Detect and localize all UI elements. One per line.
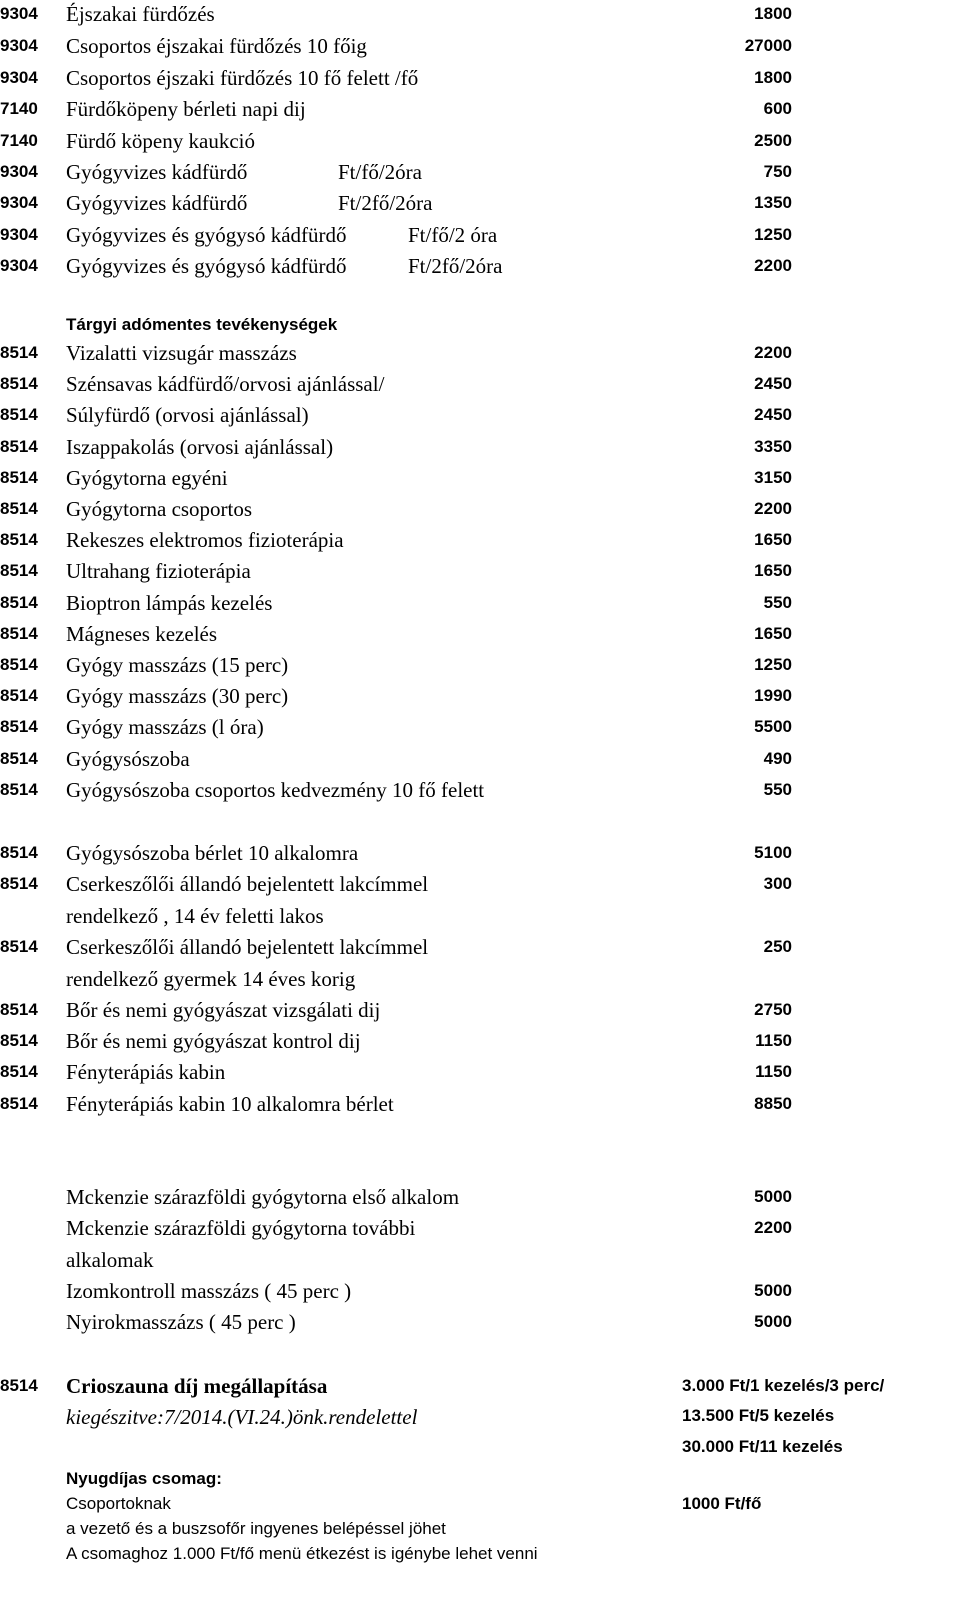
service-code: 8514 (0, 1000, 38, 1019)
service-price: 1650 (754, 561, 792, 580)
service-price: 1990 (754, 686, 792, 705)
service-price: 1800 (754, 4, 792, 23)
service-price: 5500 (754, 717, 792, 736)
crio-price: 3.000 Ft/1 kezelés/3 perc/ (682, 1376, 885, 1395)
service-name: Gyógytorna csoportos (66, 497, 253, 521)
service-name: Csoportos éjszakai fürdőzés 10 főig (66, 34, 367, 58)
service-code: 8514 (0, 1062, 38, 1081)
service-code: 8514 (0, 343, 38, 362)
service-name: Gyógysószoba bérlet 10 alkalomra (66, 841, 359, 865)
service-code: 8514 (0, 937, 38, 956)
service-name-continued: rendelkező , 14 év feletti lakos (66, 904, 324, 928)
service-name: Fürdőköpeny bérleti napi dij (66, 97, 306, 121)
service-name-continued: rendelkező gyermek 14 éves korig (66, 967, 356, 991)
service-price: 1650 (754, 530, 792, 549)
service-name: Rekeszes elektromos fizioterápia (66, 528, 344, 552)
service-price: 2500 (754, 131, 792, 150)
service-price: 300 (763, 874, 792, 893)
service-code: 8514 (0, 530, 38, 549)
service-name: Fürdő köpeny kaukció (66, 129, 255, 153)
service-name: Fényterápiás kabin (66, 1060, 226, 1084)
service-name: Ultrahang fizioterápia (66, 559, 251, 583)
service-name: Súlyfürdő (orvosi ajánlással) (66, 403, 309, 427)
service-price: 490 (763, 749, 792, 768)
service-price: 2200 (754, 256, 792, 275)
service-code: 7140 (0, 99, 38, 118)
service-price: 1350 (754, 193, 792, 212)
service-code: 9304 (0, 225, 38, 244)
service-unit: Ft/fő/2 óra (408, 223, 498, 247)
section-heading: Tárgyi adómentes tevékenységek (66, 315, 338, 334)
service-code: 8514 (0, 717, 38, 736)
service-code: 8514 (0, 468, 38, 487)
service-code: 8514 (0, 686, 38, 705)
service-name: Mckenzie szárazföldi gyógytorna további (66, 1216, 416, 1240)
service-price: 1250 (754, 225, 792, 244)
service-name: Csoportos éjszaki fürdőzés 10 fő felett /fő (66, 66, 419, 90)
service-name: Éjszakai fürdőzés (66, 2, 215, 26)
service-price: 550 (763, 780, 792, 799)
service-code: 8514 (0, 624, 38, 643)
pension-price: 1000 Ft/fő (682, 1494, 762, 1513)
crio-subtitle: kiegészitve:7/2014.(VI.24.)önk.rendelettel (66, 1405, 418, 1429)
service-price: 3350 (754, 437, 792, 456)
service-name: Fényterápiás kabin 10 alkalomra bérlet (66, 1092, 394, 1116)
service-price: 1250 (754, 655, 792, 674)
service-price: 3150 (754, 468, 792, 487)
service-name: Gyógyvizes és gyógysó kádfürdő (66, 223, 347, 247)
service-unit: Ft/2fő/2óra (338, 191, 433, 215)
service-code: 8514 (0, 749, 38, 768)
service-code: 8514 (0, 1031, 38, 1050)
pension-line: Csoportoknak (66, 1494, 171, 1513)
service-code: 8514 (0, 843, 38, 862)
service-name: Gyógyvizes és gyógysó kádfürdő (66, 254, 347, 278)
crio-title: Crioszauna díj megállapítása (66, 1374, 328, 1398)
service-code: 9304 (0, 193, 38, 212)
service-name: Szénsavas kádfürdő/orvosi ajánlással/ (66, 372, 385, 396)
service-name: Gyógytorna egyéni (66, 466, 228, 490)
service-name: Nyirokmasszázs ( 45 perc ) (66, 1310, 296, 1334)
service-code: 8514 (0, 780, 38, 799)
service-code: 9304 (0, 162, 38, 181)
service-price: 750 (763, 162, 792, 181)
service-name: Mckenzie szárazföldi gyógytorna első alkalom (66, 1185, 460, 1209)
service-name-continued: alkalomak (66, 1248, 154, 1272)
service-price: 2450 (754, 405, 792, 424)
service-code: 8514 (0, 655, 38, 674)
service-code: 8514 (0, 1376, 38, 1395)
service-price: 1650 (754, 624, 792, 643)
service-code: 8514 (0, 437, 38, 456)
service-price: 1150 (755, 1031, 792, 1050)
service-price: 2750 (754, 1000, 792, 1019)
service-code: 8514 (0, 499, 38, 518)
service-code: 9304 (0, 256, 38, 275)
service-code: 8514 (0, 374, 38, 393)
service-price: 5000 (754, 1187, 792, 1206)
service-code: 8514 (0, 561, 38, 580)
service-name: Cserkeszőlői állandó bejelentett lakcímmel (66, 935, 429, 959)
service-price: 2200 (754, 499, 792, 518)
crio-price: 13.500 Ft/5 kezelés (682, 1406, 835, 1425)
crio-price: 30.000 Ft/11 kezelés (682, 1437, 843, 1456)
service-price: 2200 (754, 343, 792, 362)
service-name: Mágneses kezelés (66, 622, 218, 646)
service-name: Gyógysószoba (66, 747, 190, 771)
service-price: 250 (763, 937, 792, 956)
service-price: 27000 (744, 36, 792, 55)
service-price: 5000 (754, 1281, 792, 1300)
service-name: Izomkontroll masszázs ( 45 perc ) (66, 1279, 352, 1303)
service-price: 2450 (754, 374, 792, 393)
service-name: Iszappakolás (orvosi ajánlással) (66, 435, 334, 459)
service-code: 7140 (0, 131, 38, 150)
service-name: Gyógy masszázs (15 perc) (66, 653, 289, 677)
service-code: 9304 (0, 36, 38, 55)
service-name: Cserkeszőlői állandó bejelentett lakcímmel (66, 872, 429, 896)
service-name: Bioptron lámpás kezelés (66, 591, 273, 615)
service-price: 1800 (754, 68, 792, 87)
service-name: Gyógysószoba csoportos kedvezmény 10 fő felett (66, 778, 485, 802)
service-price: 2200 (754, 1218, 792, 1237)
service-code: 8514 (0, 405, 38, 424)
pension-heading: Nyugdíjas csomag: (66, 1469, 222, 1488)
pension-line: A csomaghoz 1.000 Ft/fő menü étkezést is igénybe lehet venni (66, 1544, 538, 1563)
service-price: 5100 (754, 843, 792, 862)
service-price: 1150 (755, 1062, 792, 1081)
service-name: Gyógyvizes kádfürdő (66, 160, 248, 184)
service-price: 600 (763, 99, 792, 118)
service-unit: Ft/2fő/2óra (408, 254, 503, 278)
pension-line: a vezető és a buszsofőr ingyenes belépéssel jöhet (66, 1519, 446, 1538)
service-name: Gyógy masszázs (l óra) (66, 715, 264, 739)
service-code: 9304 (0, 68, 38, 87)
service-code: 8514 (0, 593, 38, 612)
service-name: Bőr és nemi gyógyászat vizsgálati dij (66, 998, 381, 1022)
service-name: Gyógy masszázs (30 perc) (66, 684, 289, 708)
service-name: Vizalatti vizsugár masszázs (66, 341, 297, 365)
service-name: Bőr és nemi gyógyászat kontrol dij (66, 1029, 361, 1053)
service-code: 9304 (0, 4, 38, 23)
service-unit: Ft/fő/2óra (338, 160, 422, 184)
service-price: 8850 (754, 1094, 792, 1113)
service-price: 5000 (754, 1312, 792, 1331)
service-price: 550 (763, 593, 792, 612)
service-code: 8514 (0, 1094, 38, 1113)
service-name: Gyógyvizes kádfürdő (66, 191, 248, 215)
service-code: 8514 (0, 874, 38, 893)
